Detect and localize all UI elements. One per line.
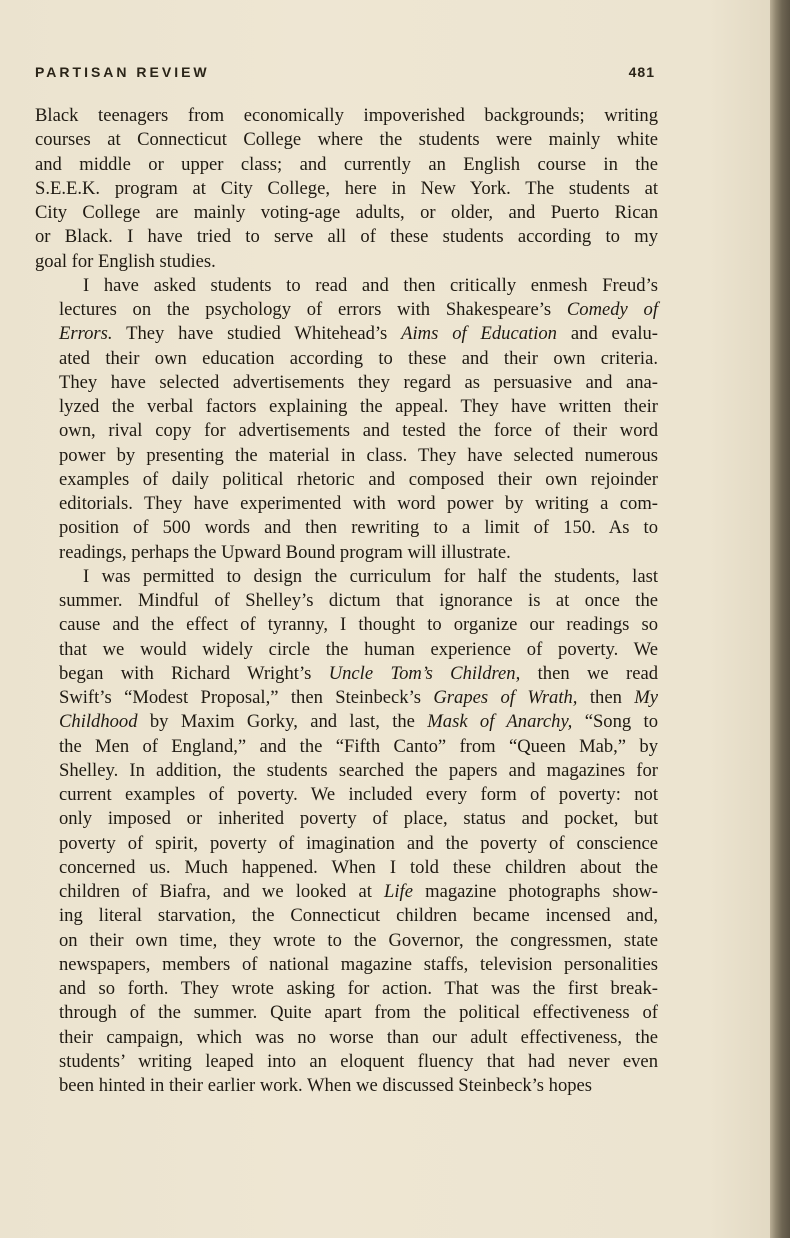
text-line — [35, 1001, 658, 1025]
text-line — [35, 516, 658, 540]
italic-title: Errors. — [59, 323, 113, 345]
text-line — [35, 201, 658, 225]
text-line — [35, 613, 658, 637]
text-run: concerned us. Much happened. When I told these children about the — [59, 856, 658, 878]
italic-title: Life — [384, 881, 413, 902]
text-run: current examples of poverty. We included every form of poverty: not — [59, 784, 658, 805]
text-run: Swift’s “Modest Proposal,” then Steinbeck’s — [59, 687, 434, 708]
text-line — [35, 419, 658, 443]
text-line — [35, 153, 658, 177]
text-run: by Maxim Gorky, and last, the — [137, 711, 428, 733]
text-line — [35, 807, 658, 831]
text-line — [35, 492, 658, 516]
text-line — [35, 347, 658, 371]
text-run: City College are mainly voting-age adults, or older, and Puerto Rican — [35, 202, 658, 223]
text-run: cause and the effect of tyranny, I thought to organize our readings so — [59, 614, 658, 636]
text-line — [35, 783, 658, 807]
text-run: editorials. They have experimented with word power by writing a com- — [59, 493, 658, 514]
text-line — [35, 1026, 658, 1050]
text-run: students’ writing leaped into an eloquent fluency that had never even — [59, 1050, 658, 1072]
text-run: Shelley. In addition, the students searched the papers and magazines for — [59, 759, 658, 781]
text-line — [35, 541, 658, 565]
text-line — [35, 468, 658, 492]
text-line — [35, 735, 658, 759]
text-line — [35, 444, 658, 468]
text-line — [35, 856, 658, 880]
paragraph — [35, 274, 658, 565]
italic-title: Childhood — [59, 711, 138, 733]
text-line — [35, 589, 658, 613]
italic-title: Grapes of Wrath, — [433, 687, 578, 708]
text-run: magazine photographs show- — [412, 881, 658, 902]
text-line — [35, 395, 658, 419]
journal-title: PARTISAN REVIEW — [35, 64, 210, 80]
paragraph — [35, 104, 658, 274]
text-line — [35, 565, 658, 589]
text-line — [35, 759, 658, 783]
text-line — [35, 104, 658, 128]
italic-title: My — [634, 687, 659, 708]
text-run: through of the summer. Quite apart from the political effectiveness of — [59, 1002, 658, 1024]
text-line — [35, 953, 658, 977]
text-run: lyzed the verbal factors explaining the appeal. They have written their — [59, 396, 658, 417]
text-run: then we read — [520, 662, 658, 684]
text-line — [35, 1074, 658, 1098]
text-run: on their own time, they wrote to the Governor, the congressmen, state — [59, 929, 658, 951]
page-number: 481 — [628, 64, 655, 80]
text-run: newspapers, members of national magazine staffs, television personalities — [59, 953, 658, 975]
body-text — [35, 104, 658, 1098]
text-run: poverty of spirit, poverty of imagination and the poverty of conscience — [59, 832, 658, 854]
text-run: ing literal starvation, the Connecticut children became incensed and, — [59, 905, 658, 927]
text-run: children of Biafra, and we looked at — [59, 881, 385, 902]
italic-title: Aims of Education — [401, 323, 557, 345]
text-run: that we would widely circle the human experience of poverty. We — [59, 638, 658, 660]
text-run: They have studied Whitehead’s — [112, 323, 402, 345]
text-line — [35, 662, 658, 686]
text-line — [35, 177, 658, 201]
italic-title: Comedy of — [566, 299, 658, 320]
text-run: lectures on the psychology of errors with Shakespeare’s — [59, 299, 567, 320]
text-run: courses at Connecticut College where the students were mainly white — [35, 129, 658, 151]
running-head — [35, 64, 655, 84]
text-run: the Men of England,” and the “Fifth Canto” from “Queen Mab,” by — [59, 735, 658, 757]
text-run: only imposed or inherited poverty of place, status and pocket, but — [59, 808, 658, 830]
text-line — [35, 274, 658, 298]
text-line — [35, 250, 658, 274]
text-line — [35, 832, 658, 856]
text-line — [35, 298, 658, 322]
text-run: summer. Mindful of Shelley’s dictum that ignorance is at once the — [59, 590, 658, 611]
text-run: readings, perhaps the Upward Bound program will illustrate. — [59, 541, 511, 563]
text-line — [35, 686, 658, 710]
text-line — [35, 880, 658, 904]
text-run: position of 500 words and then rewriting to a limit of 150. As to — [59, 517, 658, 539]
text-line — [35, 638, 658, 662]
text-line — [35, 322, 658, 346]
italic-title: Uncle Tom’s Children, — [328, 662, 521, 684]
page-edge — [770, 0, 790, 1238]
text-run: I have asked students to read and then critically enmesh Freud’s — [83, 274, 658, 296]
text-run: “Song to — [572, 711, 659, 733]
italic-title: Mask of Anarchy, — [427, 711, 573, 733]
text-run: been hinted in their earlier work. When we discussed Steinbeck’s hopes — [59, 1075, 593, 1096]
text-line — [35, 929, 658, 953]
text-run: own, rival copy for advertisements and tested the force of their word — [59, 420, 658, 442]
text-run: began with Richard Wright’s — [59, 662, 329, 684]
text-line — [35, 977, 658, 1001]
text-run: and evalu- — [556, 323, 658, 345]
text-run: They have selected advertisements they regard as persuasive and ana- — [59, 371, 658, 393]
text-line — [35, 371, 658, 395]
text-run: and so forth. They wrote asking for action. That was the first break- — [59, 978, 658, 999]
text-run: ated their own education according to these and their own criteria. — [59, 347, 658, 369]
text-run: and middle or upper class; and currently an English course in the — [35, 153, 658, 175]
text-run: goal for English studies. — [35, 250, 216, 272]
text-line — [35, 225, 658, 249]
text-run: their campaign, which was no worse than our adult effectiveness, the — [59, 1026, 658, 1048]
text-run: examples of daily political rhetoric and composed their own rejoinder — [59, 468, 658, 490]
text-line — [35, 1050, 658, 1074]
paragraph — [35, 565, 658, 1099]
text-run: or Black. I have tried to serve all of these students according to my — [35, 226, 658, 248]
text-run: power by presenting the material in class. They have selected numerous — [59, 444, 658, 466]
text-run: then — [577, 687, 635, 708]
text-run: Black teenagers from economically impoverished backgrounds; writing — [35, 105, 658, 126]
text-run: I was permitted to design the curriculum for half the students, last — [83, 565, 658, 587]
text-line — [35, 710, 658, 734]
text-run: S.E.E.K. program at City College, here in New York. The students at — [35, 177, 658, 199]
text-line — [35, 904, 658, 928]
text-line — [35, 128, 658, 152]
